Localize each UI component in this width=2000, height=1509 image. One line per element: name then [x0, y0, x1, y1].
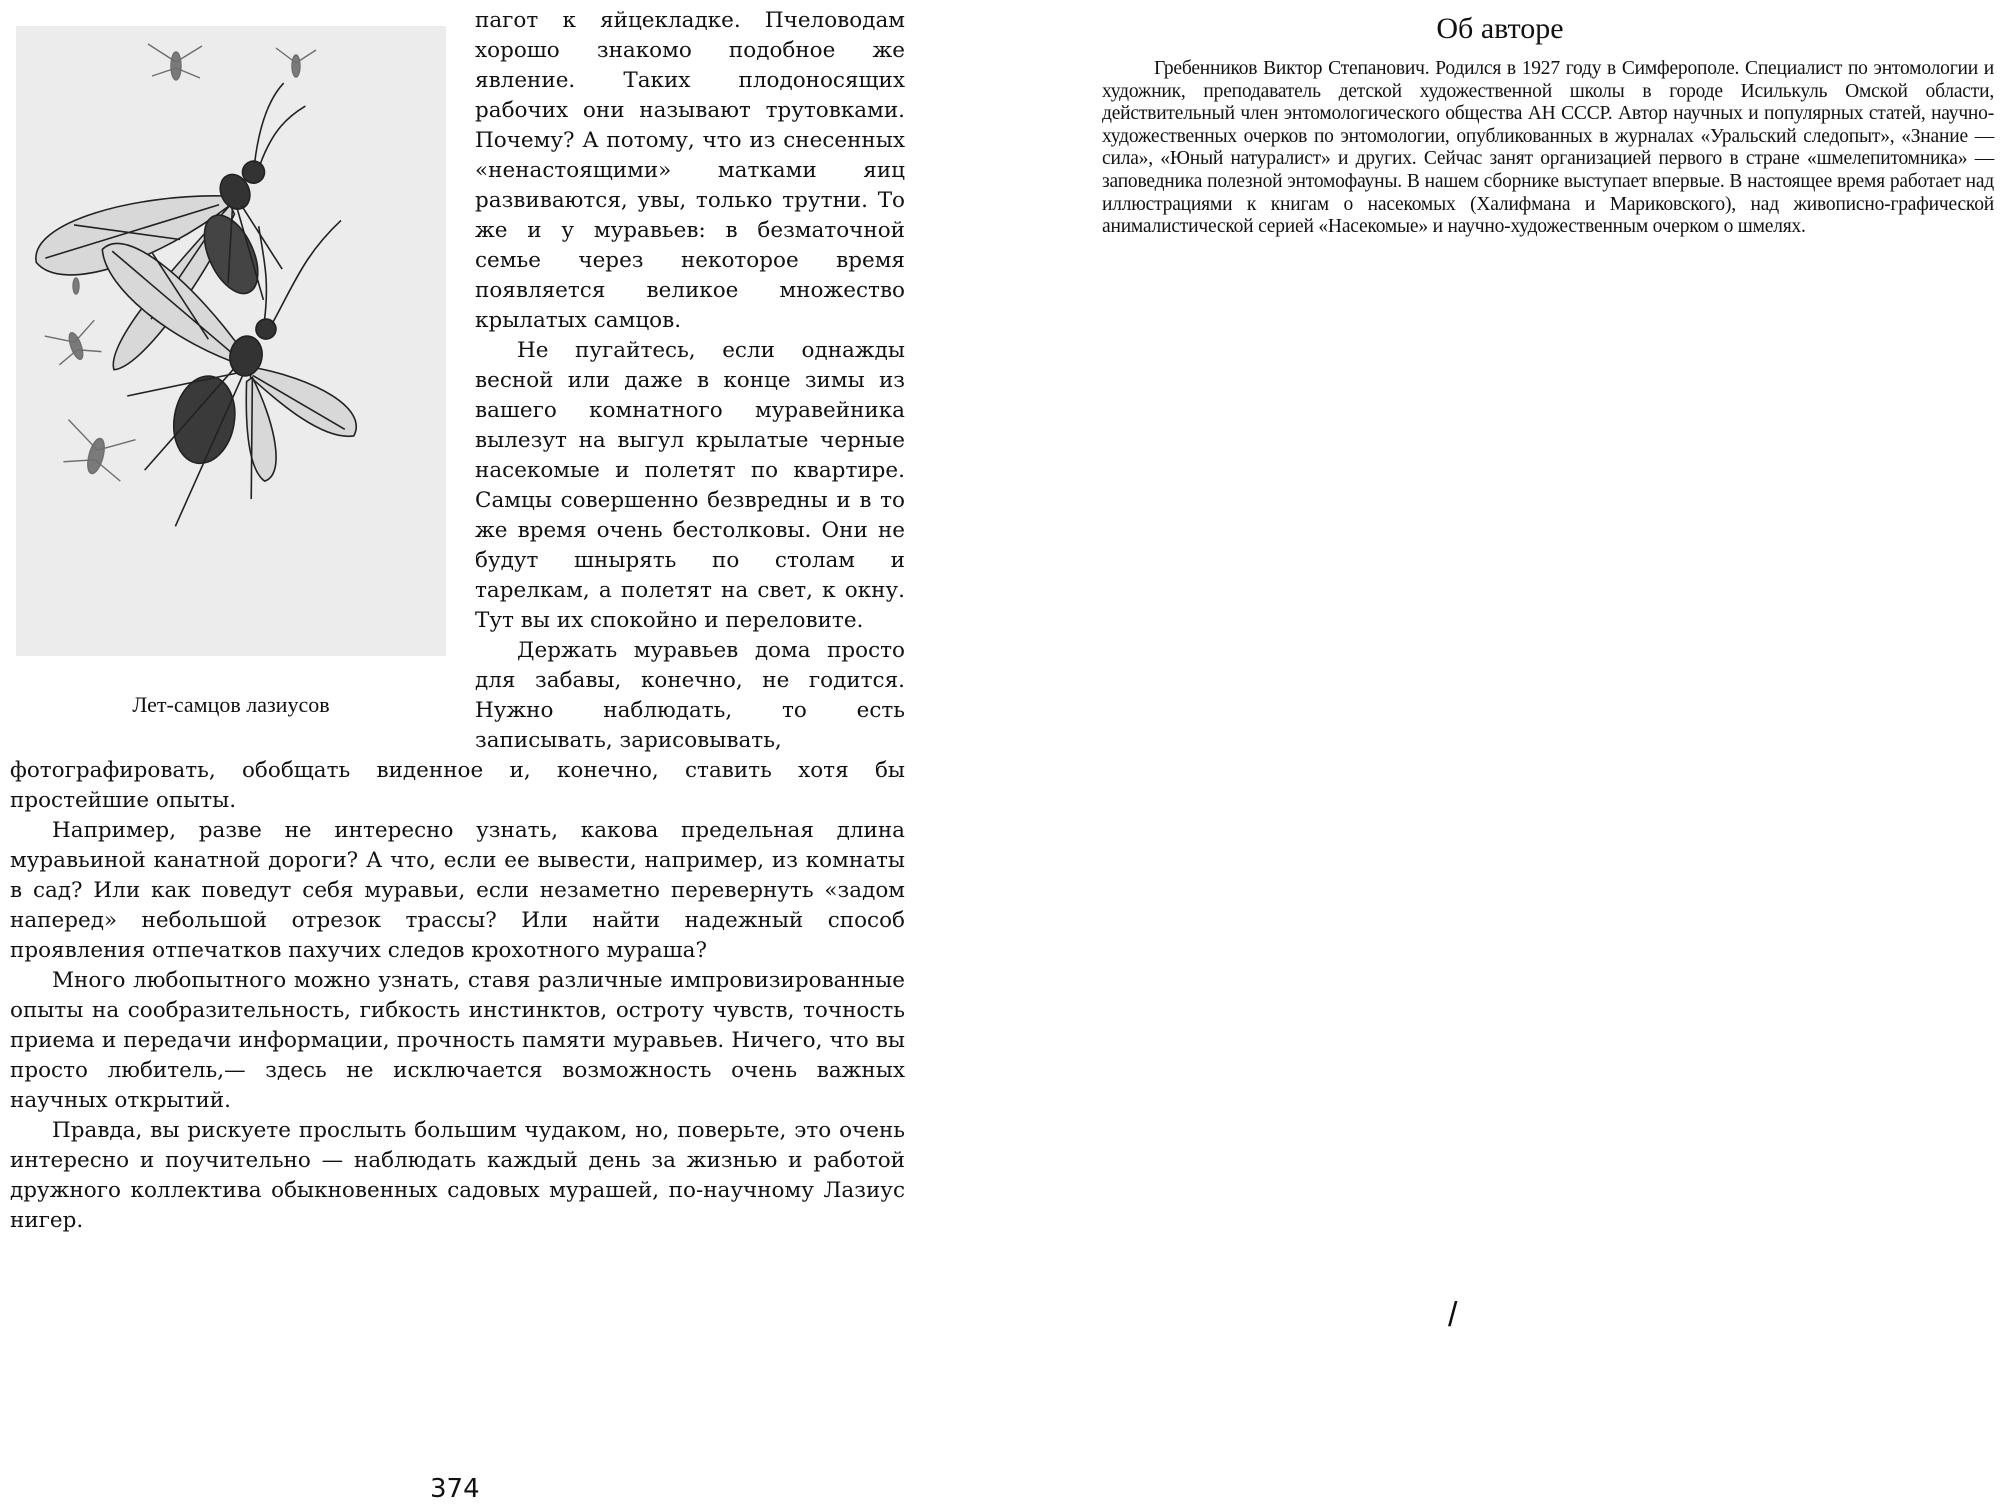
about-author-heading: Об авторе: [1436, 12, 1564, 45]
stray-mark: /: [1448, 1296, 1458, 1334]
bio-paragraph: Гребенников Виктор Степанович. Родился в 1927 году в Симферополе. Специалист по энтомологии и художник, преподаватель детской художественной школы в городе Исилькуль Омской области, действительный член энтомологического общества АН СССР. Автор научных и популярных статей, научно-художественных очерков по энтомологии, опубликованных в журналах «Уральский следопыт», «Знание — сила», «Юный натуралист» и других. Сейчас занят организацией первого в стране «шмелепитомника» — заповедника полезной энтомофауны. В нашем сборнике выступает впервые. В настоящее время работает над иллюстрациями к книгам о насекомых (Халифмана и Мариковского), над живописно-графической анималистической серией «Насекомые» и научно-художественным очерком о шмелях.: [1102, 58, 1994, 238]
illustration: [16, 26, 446, 656]
right-page: [1000, 0, 2000, 1509]
paragraph: Правда, вы рискуете прослыть большим чудаком, но, поверьте, это очень интересно и поучительно — наблюдать каждый день за жизнью и работой дружного коллектива обыкновенных садовых мурашей, по-научному Лазиус нигер.: [10, 1118, 905, 1233]
paragraph: Держать муравьев дома просто для забавы, конечно, не годится. Нужно наблюдать, то есть записывать, зарисовывать,: [475, 638, 905, 753]
paragraph: фотографировать, обобщать виденное и, конечно, ставить хотя бы простейшие опыты.: [10, 758, 905, 813]
author-bio: [1102, 58, 1994, 239]
figure-caption: Лет-самцов лазиусов: [132, 692, 330, 717]
column-text: [475, 6, 905, 756]
winged-ants-engraving-icon: [16, 26, 446, 656]
paragraph: пагот к яйцекладке. Пчеловодам хорошо знакомо подобное же явление. Таких плодоносящих рабочих они называют трутовками. Почему? А потому, что из снесенных «ненастоящими» матками яиц развиваются, увы, только трутни. То же и у муравьев: в безматочной семье через некоторое время появляется великое множество крылатых самцов.: [475, 8, 905, 333]
paragraph: Не пугайтесь, если однажды весной или даже в конце зимы из вашего комнатного муравейника вылезут на выгул крылатые черные насекомые и полетят по квартире. Самцы совершенно безвредны и в то же время очень бестолковы. Они не будут шнырять по столам и тарелкам, а полетят на свет, к окну. Тут вы их спокойно и переловите.: [475, 338, 905, 633]
page-number: 374: [430, 1474, 480, 1504]
paragraph: Например, разве не интересно узнать, какова предельная длина муравьиной канатной дороги? А что, если ее вывести, например, из комнаты в сад? Или как поведут себя муравьи, если незаметно перевернуть «задом наперед» небольшой отрезок трассы? Или найти надежный способ проявления отпечатков пахучих следов крохотного мураша?: [10, 818, 905, 963]
left-page: [0, 0, 920, 1509]
paragraph: Много любопытного можно узнать, ставя различные импровизированные опыты на сообразительность, гибкость инстинктов, остроту чувств, точность приема и передачи информации, прочность памяти муравьев. Ничего, что вы просто любитель,— здесь не исключается возможность очень важных научных открытий.: [10, 968, 905, 1113]
full-width-text: [10, 756, 905, 1236]
